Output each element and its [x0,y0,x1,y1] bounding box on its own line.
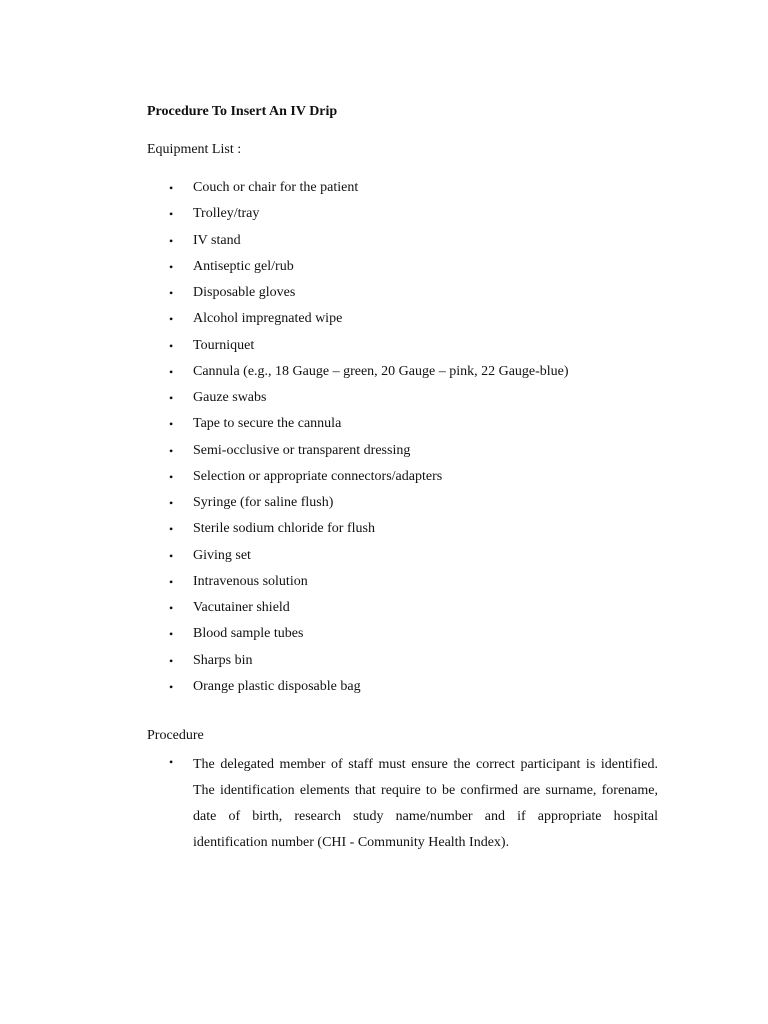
bullet-icon: • [169,338,174,353]
bullet-icon: • [169,443,174,458]
equipment-item-text: Alcohol impregnated wipe [193,311,343,327]
equipment-item-text: Orange plastic disposable bag [193,678,361,694]
bullet-icon: • [169,391,174,405]
equipment-item-text: Tape to secure the cannula [193,416,342,432]
equipment-item-text: Disposable gloves [193,285,296,300]
bullet-icon: • [169,207,174,222]
equipment-item-text: Blood sample tubes [193,626,304,642]
bullet-icon: • [169,469,174,484]
bullet-icon: • [169,233,174,248]
equipment-item-text: Trolley/tray [193,206,260,222]
equipment-item-text: Sharps bin [193,652,253,668]
bullet-icon: • [169,627,174,642]
equipment-item-text: Gauze swabs [193,390,267,405]
bullet-icon: • [169,755,174,769]
equipment-list-heading: Equipment List : [147,142,242,157]
bullet-icon: • [169,574,174,589]
equipment-item-text: Vacutainer shield [193,600,290,615]
bullet-icon: • [169,286,174,300]
bullet-icon: • [169,417,174,432]
equipment-item-text: Couch or chair for the patient [193,180,359,195]
equipment-item-text: Syringe (for saline flush) [193,495,334,510]
procedure-heading: Procedure [147,728,204,743]
equipment-item-text: Sterile sodium chloride for flush [193,521,375,537]
equipment-item-text: Cannula (e.g., 18 Gauge – green, 20 Gauge – pink, 22 Gauge-blue) [193,363,569,379]
bullet-icon: • [169,496,174,510]
bullet-icon: • [169,181,174,195]
equipment-item-text: Antiseptic gel/rub [193,258,294,274]
bullet-icon: • [169,679,174,694]
bullet-icon: • [169,548,174,563]
equipment-item-text: Intravenous solution [193,573,308,589]
bullet-icon: • [169,312,174,327]
bullet-icon: • [169,522,174,537]
equipment-item-text: Tourniquet [193,337,255,353]
bullet-icon: • [169,653,174,668]
equipment-item-text: Semi-occlusive or transparent dressing [193,442,411,458]
bullet-icon: • [169,364,174,379]
bullet-icon: • [169,259,174,274]
equipment-item-text: IV stand [193,232,241,248]
equipment-item-text: Giving set [193,547,251,563]
procedure-step-text: The delegated member of staff must ensure the correct participant is identified. The identification elements that require to be confirmed are surname, forename, date of birth, research study name/number and if appropriate hospital identification number (CHI - Community Health Index). [193,757,658,850]
document-title: Procedure To Insert An IV Drip [147,104,338,119]
bullet-icon: • [169,601,174,615]
equipment-item-text: Selection or appropriate connectors/adapters [193,468,443,484]
